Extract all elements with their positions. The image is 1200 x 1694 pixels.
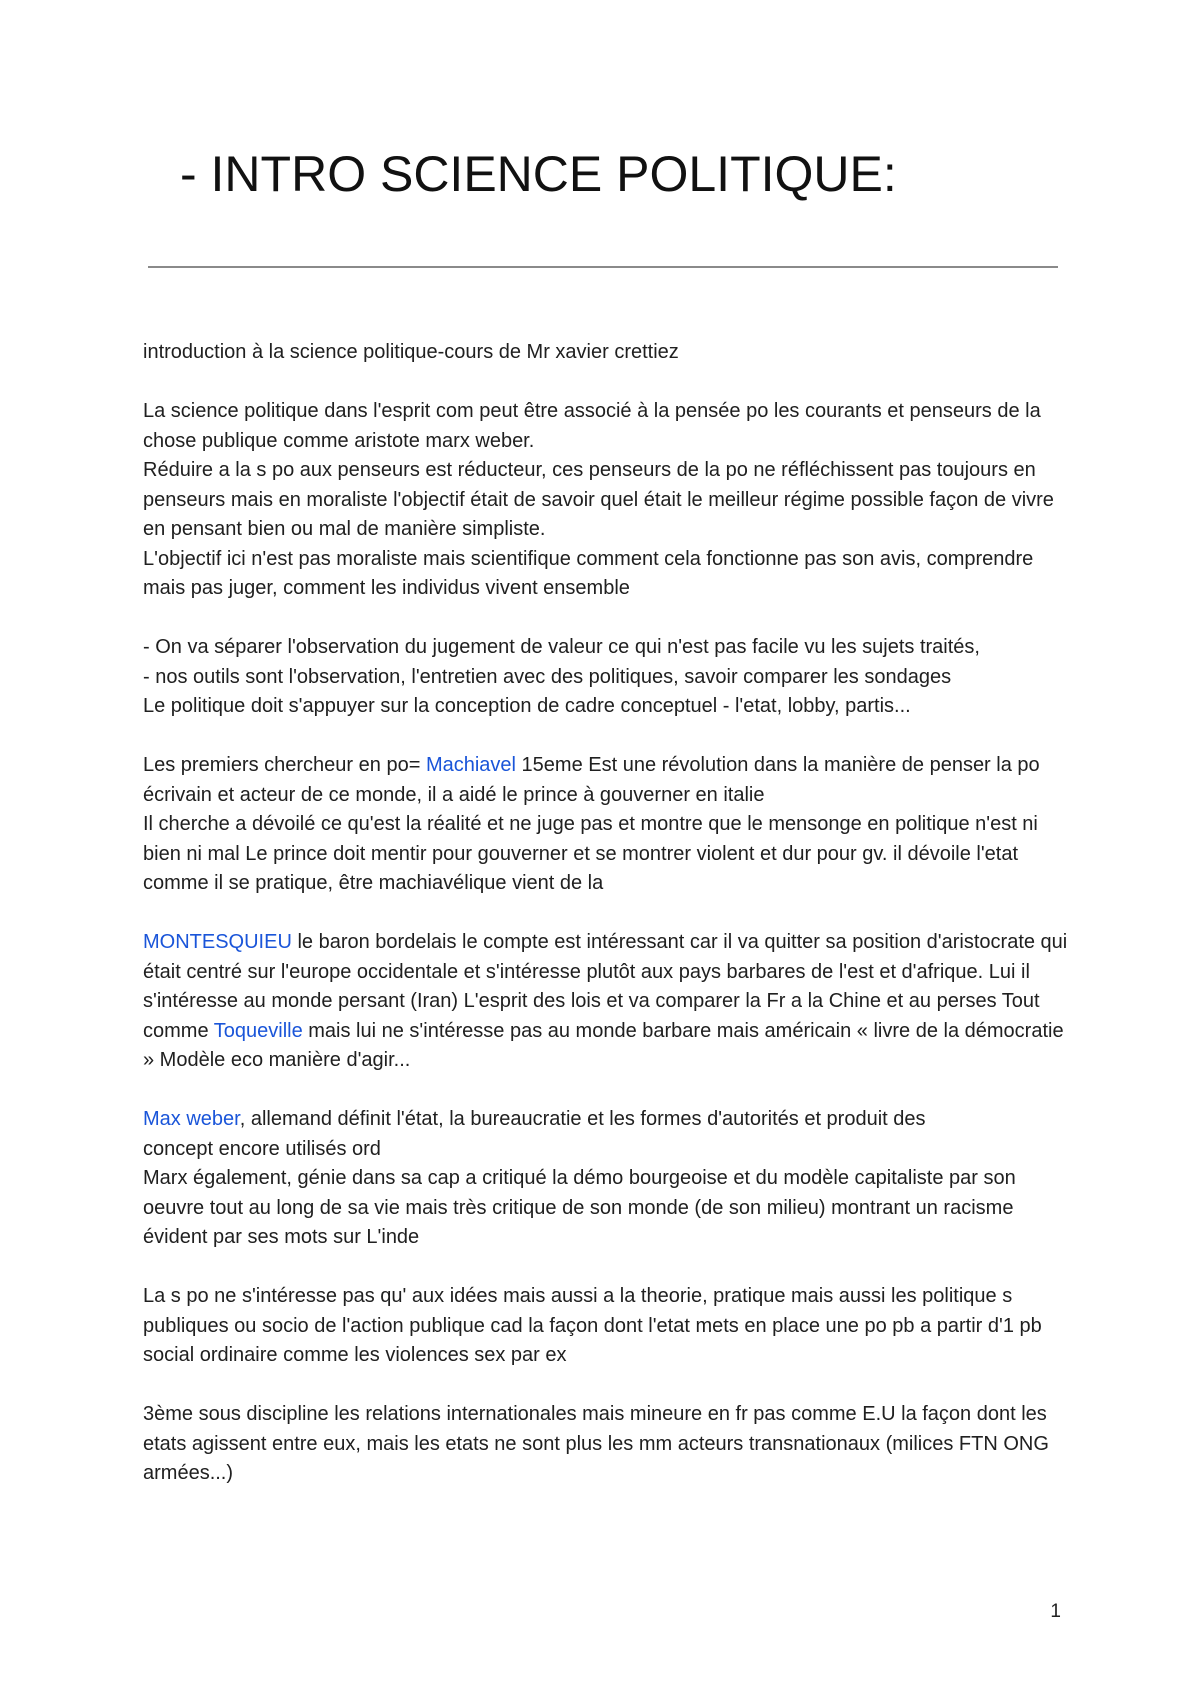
title-divider	[148, 266, 1058, 268]
paragraph-verite: Il cherche a dévoilé ce qu'est la réalité et ne juge pas et montre que le mensonge en politique n'est ni bien ni mal Le prince doit mentir pour gouverner et se montrer violent et dur pour gv. il dévoile l'etat comme il se pratique, être machiavélique vient de la	[143, 813, 1038, 894]
link-montesquieu[interactable]: MONTESQUIEU	[143, 931, 292, 953]
paragraph-cadre-conceptuel: Le politique doit s'appuyer sur la conception de cadre conceptuel - l'etat, lobby, partis...	[143, 695, 911, 717]
paragraph-relations-internationales: 3ème sous discipline les relations internationales mais mineure en fr pas comme E.U la façon dont les etats agissent entre eux, mais les etats ne sont plus les mm acteurs transnationaux (milices FTN ONG armées...)	[143, 1403, 1049, 1484]
text-run: , allemand définit l'état, la bureaucratie et les formes d'autorités et produit des	[239, 1108, 926, 1130]
paragraph-politiques-publiques: La s po ne s'intéresse pas qu' aux idées mais aussi a la theorie, pratique mais aussi les politique s publiques ou socio de l'action publique cad la façon dont l'etat mets en place une po pb a partir d'1 pb social ordinaire comme les violences sex par ex	[143, 1285, 1042, 1366]
paragraph-weber-concept: concept encore utilisés ord	[143, 1137, 381, 1160]
paragraph-montesquieu	[143, 928, 1073, 1076]
paragraph-intro: introduction à la science politique-cours de Mr xavier crettiez	[143, 341, 679, 363]
paragraph-gap	[143, 1371, 1073, 1401]
paragraph-reduire: Réduire a la s po aux penseurs est réducteur, ces penseurs de la po ne réfléchissent pas toujours en penseurs mais en moraliste l'objectif était de savoir quel était le meilleur régime possible façon de vivre en pensant bien ou mal de manière simpliste.	[143, 459, 1054, 540]
paragraph-gap	[143, 1253, 1073, 1283]
paragraph-gap	[143, 899, 1073, 929]
paragraph-weber	[143, 1105, 1073, 1135]
paragraph-gap	[143, 722, 1073, 752]
paragraph-gap	[143, 368, 1073, 398]
document-body	[143, 338, 1073, 1489]
paragraph-science-politique: La science politique dans l'esprit com peut être associé à la pensée po les courants et penseurs de la chose publique comme aristote marx weber.	[143, 400, 1041, 452]
link-machiavel[interactable]: Machiavel	[425, 754, 516, 776]
paragraph-outils: - nos outils sont l'observation, l'entretien avec des politiques, savoir comparer les sondages	[143, 665, 952, 688]
text-run: le baron bordelais le compte est intéressant car il va quitter sa position d'aristocrate qui était centré sur l'europe occidentale et s'intéresse plutôt aux pays barbares de l'est et d'afrique. Lui il s'intéresse au monde persant (Iran) L'esprit des lois et va comparer la Fr a la Chine et au perses Tout comme	[143, 931, 1068, 1042]
paragraph-gap	[143, 604, 1073, 634]
link-toqueville[interactable]: Toqueville	[213, 1019, 303, 1042]
paragraph-machiavel	[143, 751, 1073, 810]
text-run: Les premiers chercheur en po=	[143, 754, 426, 776]
paragraph-observation: - On va séparer l'observation du jugement de valeur ce qui n'est pas facile vu les sujets traités,	[143, 636, 980, 658]
link-max-weber[interactable]: Max weber	[143, 1108, 240, 1130]
paragraph-objectif: L'objectif ici n'est pas moraliste mais scientifique comment cela fonctionne pas son avis, comprendre mais pas juger, comment les individus vivent ensemble	[143, 547, 1034, 599]
text-run: mais lui ne s'intéresse pas au monde barbare mais américain « livre de la démocratie » Modèle eco manière d'agir...	[143, 1019, 1064, 1071]
text-run: 15eme Est une révolution dans la manière de penser la po écrivain et acteur de ce monde, il a aidé le prince à gouverner en italie	[143, 754, 1040, 806]
page-number: 1	[1050, 1601, 1061, 1622]
paragraph-marx: Marx également, génie dans sa cap a critiqué la démo bourgeoise et du modèle capitaliste par son oeuvre tout au long de sa vie mais très critique de son monde (de son milieu) montrant un racisme évident par ses mots sur L'inde	[143, 1167, 1016, 1248]
paragraph-gap	[143, 1076, 1073, 1106]
document-title: - INTRO SCIENCE POLITIQUE:	[180, 146, 897, 202]
